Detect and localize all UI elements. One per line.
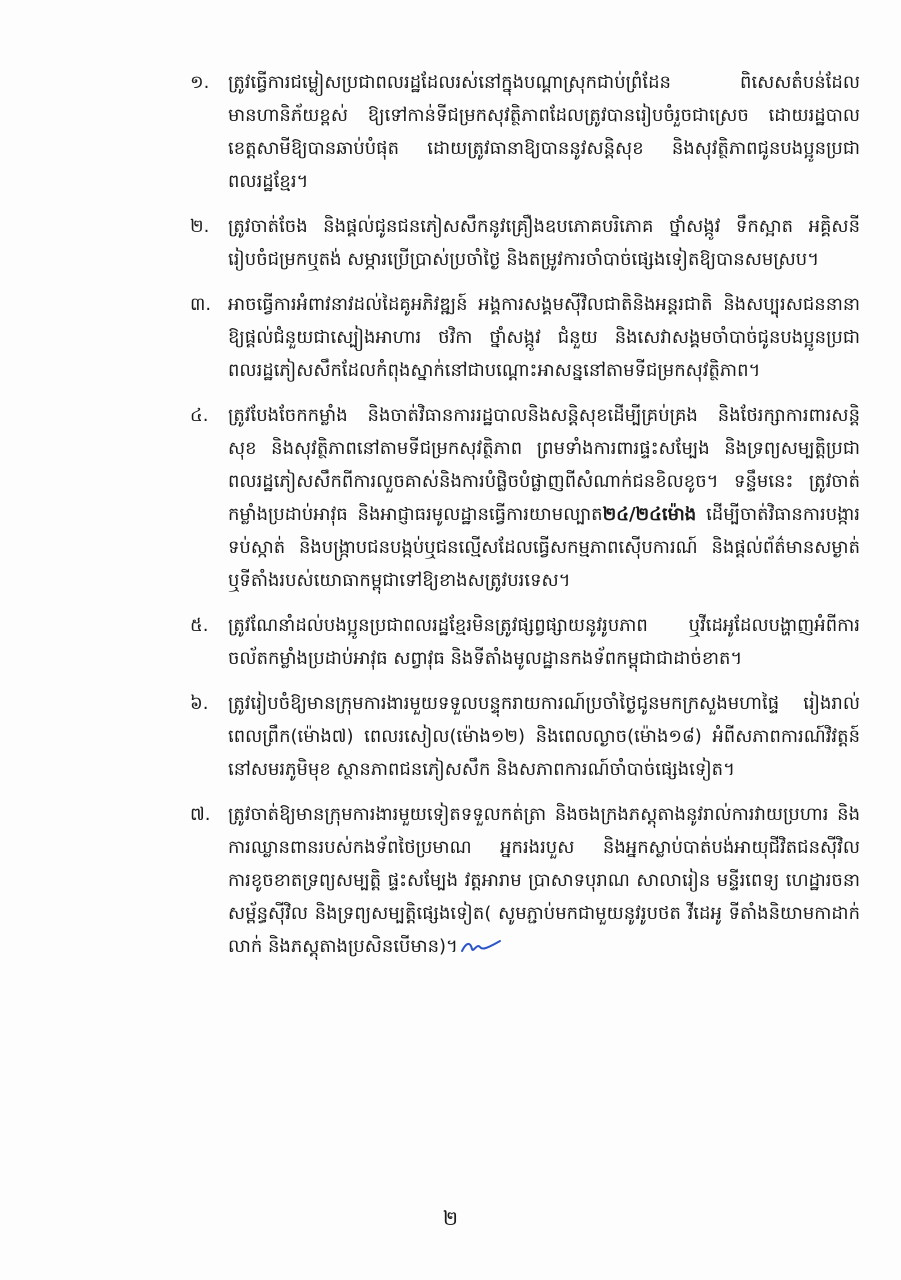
item-number: ៤. — [190, 405, 209, 426]
list-item — [190, 609, 860, 675]
item-number: ៧. — [190, 804, 211, 825]
instruction-list — [190, 66, 860, 975]
item-text: ត្រូវចាត់ចែង និងផ្ដល់ជូនជនភៀសសឹកនូវគ្រឿងឧបភោគបរិភោគ ថ្នាំសង្កូវ ទឹកស្អាត អគ្គិសនី រៀបចំជម្រកឬតង់ សម្ភារប្រើប្រាស់ប្រចាំថ្ងៃ និងតម្រូវការចាំបាច់ផ្សេងទៀតឱ្យបានសមស្រប។ — [228, 216, 860, 270]
item-text: ត្រូវណែនាំដល់បងប្អូនប្រជាពលរដ្ឋខ្មែរមិនត្រូវផ្សព្វផ្សាយនូវរូបភាព ឬវីដេអូដែលបង្ហាញអំពីការចល័តកម្លាំងប្រដាប់អាវុធ សព្វាវុធ និងទីតាំងមូលដ្ឋានកងទ័ពកម្ពុជាជាដាច់ខាត។ — [228, 615, 860, 669]
item-text-part: ដើម្បីចាត់វិធានការបង្ការ ទប់ស្កាត់ និងបង្ក្រាបជនបង្កប់ឬជនល្មើសដែលធ្វើសកម្មភាពស៊ើបការណ៍ និងផ្ដល់ព័ត៌មានសម្ងាត់ ឬទីតាំងរបស់យោធាកម្ពុជាទៅឱ្យខាងសត្រូវបរទេស។ — [228, 504, 860, 591]
item-number: ២. — [190, 216, 210, 237]
list-item — [190, 210, 860, 276]
list-item — [190, 399, 860, 597]
item-text: ត្រូវធ្វើការជម្លៀសប្រជាពលរដ្ឋដែលរស់នៅក្នុងបណ្ដាស្រុកជាប់ព្រំដែន ពិសេសតំបន់ដែលមានហានិភ័យខ្ពស់ ឱ្យទៅកាន់ទីជម្រកសុវត្ថិភាពដែលត្រូវបានរៀបចំរួចជាស្រេច ដោយរដ្ឋបាលខេត្តសាមីឱ្យបានឆាប់បំផុត ដោយត្រូវធានាឱ្យបាននូវសន្តិសុខ និងសុវត្ថិភាពជូនបងប្អូនប្រជាពលរដ្ឋខ្មែរ។ — [228, 72, 860, 192]
bold-time-text: ២៤/២៤ម៉ោង — [602, 504, 697, 525]
item-number: ១. — [190, 72, 210, 93]
list-item — [190, 288, 860, 387]
item-text — [228, 399, 860, 597]
item-text: ត្រូវរៀបចំឱ្យមានក្រុមការងារមួយទទួលបន្ទុករាយការណ៍ប្រចាំថ្ងៃជូនមកក្រសួងមហាផ្ទៃ រៀងរាល់ពេលព្រឹក(ម៉ោង៧) ពេលរសៀល(ម៉ោង១២) និងពេលល្ងាច(ម៉ោង១៨) អំពីសភាពការណ៍វិវត្តន៍នៅសមរភូមិមុខ ស្ថានភាពជនភៀសសឹក និងសភាពការណ៍ចាំបាច់ផ្សេងទៀត។ — [228, 693, 860, 780]
item-number: ៥. — [190, 615, 209, 636]
item-number: ៦. — [190, 693, 209, 714]
item-number: ៣. — [190, 294, 212, 315]
item-text-part: ត្រូវចាត់ឱ្យមានក្រុមការងារមួយទៀតទទួលកត់ត្រា និងចងក្រងភស្តុតាងនូវរាល់ការវាយប្រហារ និងការឈ្លានពានរបស់កងទ័ពថៃប្រមាណ អ្នករងរបួស និងអ្នកស្លាប់បាត់បង់អាយុជីវិតជនស៊ីវិល ការខូចខាតទ្រព្យសម្បត្តិ ផ្ទះសម្បែង វត្តអារាម ប្រាសាទបុរាណ សាលារៀន មន្ទីរពេទ្យ ហេដ្ឋារចនាសម្ព័ន្ធស៊ីវិល និងទ្រព្យសម្បត្តិផ្សេងទៀត( សូមភ្ជាប់មកជាមួយនូវរូបថត វីដេអូ ទីតាំងនិយាមកាដាក់លាក់ និងភស្តុតាងប្រសិនបើមាន)។ — [228, 804, 860, 957]
item-text: អាចធ្វើការអំពាវនាវដល់ដៃគូអភិវឌ្ឍន៍ អង្គការសង្គមស៊ីវិលជាតិនិងអន្តរជាតិ និងសប្បុរសជននានា ឱ្យផ្ដល់ជំនួយជាស្បៀងអាហារ ថវិកា ថ្នាំសង្កូវ ជំនួយ និងសេវាសង្គមចាំបាច់ជូនបងប្អូនប្រជាពលរដ្ឋភៀសសឹកដែលកំពុងស្នាក់នៅជាបណ្ដោះអាសន្ននៅតាមទីជម្រកសុវត្ថិភាព។ — [228, 294, 860, 381]
initial-mark-icon — [460, 937, 502, 957]
list-item — [190, 66, 860, 198]
page-number: ២ — [442, 1206, 459, 1230]
item-text-part: ត្រូវបែងចែកកម្លាំង និងចាត់វិធានការរដ្ឋបាលនិងសន្តិសុខដើម្បីគ្រប់គ្រង និងថែរក្សាការពារសន្តិសុខ និងសុវត្ថិភាពនៅតាមទីជម្រកសុវត្ថិភាព ព្រមទាំងការពារផ្ទះសម្បែង និងទ្រព្យសម្បត្តិប្រជាពលរដ្ឋភៀសសឹកពីការលួចគាស់និងការបំផ្លិចបំផ្លាញពីសំណាក់ជនខិលខូច។ ទន្ទឹមនេះ ត្រូវចាត់កម្លាំងប្រដាប់អាវុធ និងអាជ្ញាធរមូលដ្ឋានធ្វើការយាមល្បាត — [228, 405, 860, 525]
list-item — [190, 687, 860, 786]
list-item — [190, 798, 860, 963]
item-text — [228, 798, 860, 963]
